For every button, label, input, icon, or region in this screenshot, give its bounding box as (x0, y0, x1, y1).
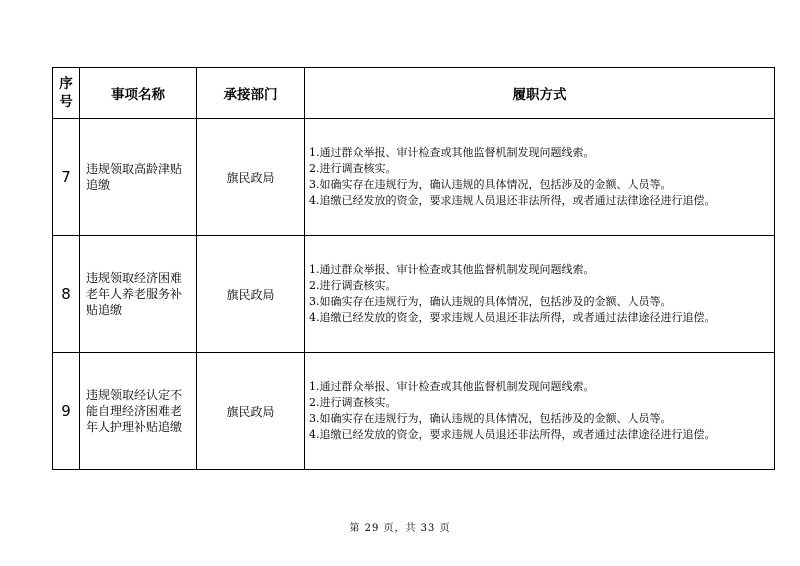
table-row (53, 353, 775, 470)
table-header-row (53, 68, 775, 119)
method-step: 3.如确实存在违规行为，确认违规的具体情况，包括涉及的金额、人员等。 (309, 295, 672, 308)
method-step: 2.进行调查核实。 (309, 279, 397, 292)
method-step: 2.进行调查核实。 (309, 162, 397, 175)
department: 旗民政局 (197, 236, 305, 353)
department: 旗民政局 (197, 119, 305, 236)
item-name: 违规领取经济困难老年人养老服务补贴追缴 (80, 236, 197, 353)
department: 旗民政局 (197, 353, 305, 470)
table-row (53, 119, 775, 236)
item-name: 违规领取高龄津贴追缴 (80, 119, 197, 236)
header-dept: 承接部门 (197, 68, 305, 119)
row-number: 9 (53, 353, 80, 470)
method-step: 4.追缴已经发放的资金，要求违规人员退还非法所得，或者通过法律途径进行追偿。 (309, 428, 716, 441)
row-number: 8 (53, 236, 80, 353)
row-number: 7 (53, 119, 80, 236)
duty-method (305, 236, 775, 353)
table-row (53, 236, 775, 353)
method-step: 1.通过群众举报、审计检查或其他监督机制发现问题线索。 (309, 263, 595, 276)
method-step: 1.通过群众举报、审计检查或其他监督机制发现问题线索。 (309, 146, 595, 159)
header-name: 事项名称 (80, 68, 197, 119)
duty-method (305, 353, 775, 470)
header-no-line2: 号 (59, 94, 73, 110)
method-step: 3.如确实存在违规行为，确认违规的具体情况，包括涉及的金额、人员等。 (309, 412, 672, 425)
duty-method (305, 119, 775, 236)
method-step: 4.追缴已经发放的资金，要求违规人员退还非法所得，或者通过法律途径进行追偿。 (309, 311, 716, 324)
method-step: 1.通过群众举报、审计检查或其他监督机制发现问题线索。 (309, 380, 595, 393)
duty-table (52, 67, 775, 470)
page-footer: 第 29 页，共 33 页 (349, 523, 451, 534)
header-no-line1: 序 (59, 76, 73, 92)
method-step: 3.如确实存在违规行为，确认违规的具体情况，包括涉及的金额、人员等。 (309, 178, 672, 191)
header-method: 履职方式 (305, 68, 775, 119)
item-name: 违规领取经认定不能自理经济困难老年人护理补贴追缴 (80, 353, 197, 470)
method-step: 4.追缴已经发放的资金，要求违规人员退还非法所得，或者通过法律途径进行追偿。 (309, 194, 716, 207)
method-step: 2.进行调查核实。 (309, 396, 397, 409)
header-no (53, 68, 80, 119)
